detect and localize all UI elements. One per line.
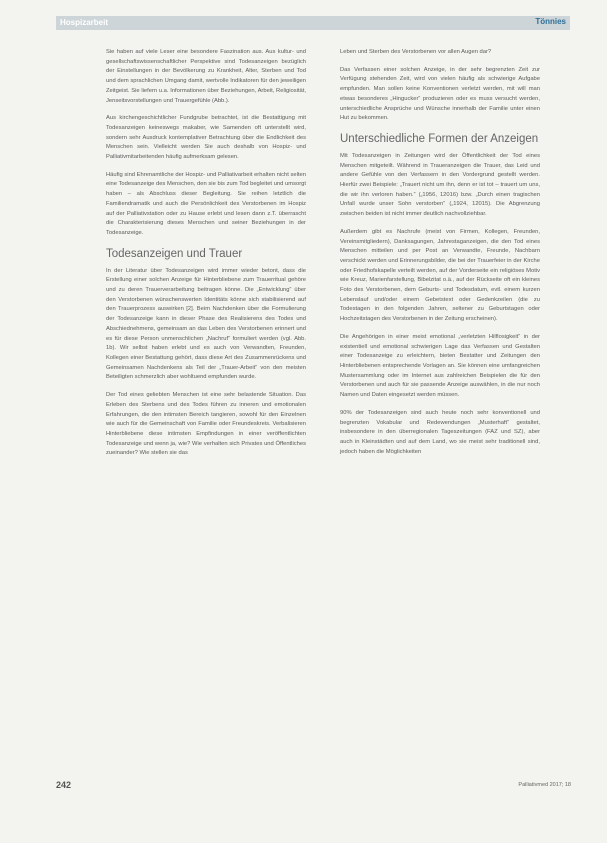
right-paragraph-2: Das Verfassen einer solchen Anzeige, in der sehr begrenzten Zeit zur Verfügung stehenden Zeit, wird von vielen häufig als schwierige Aufgabe empfunden. Man sollen keine Konventionen verletzt werden, mit will man etwas besonderes „Hingucker“ produzieren oder es muss versucht werden, unterschiedliche Ansprüche und Wünsche innerhalb der Familie unter einen Hut zu bekommen. [340, 66, 540, 122]
page-number: 242 [56, 780, 72, 790]
left-column [106, 48, 306, 467]
right-paragraph-5: Die Angehörigen in einer meist emotional „verletzten Hilflosigkeit“ in der existentiell und emotional schwierigen Lage das Verfassen und Gestalten einer Todesanzeige zu erleichtern, bieten Bestatter und Zeitungen den Hinterbliebenen entsprechende Vorlagen an. Sie können eine umfangreichen Mustersammlung oder im Internet aus zahlreichen Beispielen die für den Verstorbenen und auch für sie passende Anzeige auswählen, in die nur noch Namen und Daten eingesetzt werden müssen. [340, 333, 540, 399]
right-paragraph-6: 90% der Todesanzeigen sind auch heute noch sehr konventionell und begrenzten Vokabular und Redewendungen „Musterhaft“ gestaltet, insbesondere in den überregionalen Tageszeitungen (FAZ und SZ), aber auch in Kleinstädten und auf dem Land, wo sie meist sehr traditionell sind, jedoch haben die Möglichkeiten [340, 409, 540, 455]
left-paragraph-2: Aus kirchengeschichtlicher Fundgrube betrachtet, ist die Bestattigung mit Todesanzeigen keineswegs makaber, wie Samenden oft unterstellt wird, sondern sehr Ausdruck kontemplativer Betrachtung über die Endlichkeit des Menschen sein. Vielleicht werden Sie auch deshalb von Hospiz- und Palliativmitarbeitenden häufig aufmerksam gelesen. [106, 115, 306, 161]
right-paragraph-4: Außerdem gibt es Nachrufe (meist von Firmen, Kollegen, Freunden, Vereinsmitgliedern), Danksagungen, Jahrestaganzeigen, die den Tod eines Menschen mitteilen und per Post an Verwandte, Freunde, Nachbarn verschickt werden und Erinnerungsbilder, die bei der Trauerfeier in der Kirche oder Friedhofskapelle verteilt werden, auf der Vorderseite ein religiöses Motiv wie Kreuz, Marienfarstellung, Bibelzitat o.ä., auf der Rückseite oft ein kleines Foto des Verstorbenen, dem Geburts- und Todesdatum, evtl. einem kurzen Lebenslauf und/oder einem Gebetstext oder Gedenkzeilen (die zu Todestagen in den folgenden Jahren, seltener zu Geburtstagen oder Hochzeitstagen des Verstorbenen in der Zeitung erscheinen). [340, 228, 540, 323]
section-heading-formen: Unterschiedliche Formen der Anzeigen [340, 132, 539, 145]
header-bar [56, 16, 570, 30]
brand-logo: Tönnies [535, 17, 566, 26]
section-label: Hospizarbeit [60, 18, 109, 27]
right-paragraph-1: Leben und Sterben des Verstorbenen vor allen Augen dar? [340, 49, 492, 55]
issue-reference: Palliativmed 2017; 18 [518, 782, 571, 788]
section-heading-todesanzeigen: Todesanzeigen und Trauer [106, 247, 243, 260]
left-paragraph-1: Sie haben auf viele Leser eine besondere Faszination aus. Aus kultur- und gesellschaftswissenschaftlicher Perspektive sind Todesanzeigen bezüglich der Einstellungen in der Bevölkerung zu Krankheit, Alter, Sterben und Tod und dem sprachlichen Umgang damit, wertvolle Indikatoren für den jeweiligen Zeitgeist. Sie liefern u.a. Informationen über Beziehungen, Arbeit, Religiosität, Jenseitsvorstellungen und Trauergefühle (Abb.). [106, 49, 306, 104]
right-column [340, 48, 540, 465]
left-paragraph-4: In der Literatur über Todesanzeigen wird immer wieder betont, dass die Erstellung einer solchen Anzeige für Hinterbliebene zum Trauerritual gehöre und zu deren Trauerverarbeitung beitragen könne. Die „Entwicklung“ über den Verstorbenen wünschenswerten Identitäts könne sich stabilisierend auf den Trauerprozess auswirken [2]. Beim Nachdenken über die Formulierung der Todesanzeige kann in dieser Phase des Realisierens des Todes und Abschiednehmens, gemeinsam an das Leben des Verstorbenen erinnert und es für diese Person unmenschlichen „Nachruf“ formuliert werden (vgl. Abb. 1b). Wir selbst haben erlebt und es auch von Verwandten, Freunden, Kollegen einer Bestattung gehört, dass diese Art des Zusammenrückens und Gemeinsamen Nachdenkens als Teil der „Trauer-Arbeit“ von den meisten Beteiligten schmerzlich aber wohltuend empfunden wurde. [106, 267, 306, 381]
left-paragraph-3: Häufig sind Ehrenamtliche der Hospiz- und Palliativarbeit erhalten nicht selten eine Todesanzeige des Menschen, den sie bis zum Tod begleitet und umsorgt haben – als Abschluss dieser Begleitung. Sie reihen letztlich die Familiendramatik und auch die Persönlichkeit des Verstorbenen im Hospiz auf der Palliativstation oder zu Hause erlebt und lesen dann z.T. überrascht die Charakterisierung dieses Menschen und seiner Beziehungen in der Todesanzeige. [106, 171, 306, 236]
right-paragraph-3: Mit Todesanzeigen in Zeitungen wird der Öffentlichkeit der Tod eines Menschen mitgeteilt. Während in Traueranzeigen die Trauer, das Leid und andere Gefühle von den Verfassern in den Vordergrund gestellt werden. Hierfür zwei Beispiele: „Trauert nicht um ihn, denn er ist tot – trauert um uns, die wir ihn verloren haben.“ („1956, 12016) bzw. „Durch einen tragischen Unfall wurde unser Sohn verstorben“ („1924, 12015). Die Abgrenzung zwischen beiden ist nicht immer deutlich nachvollziehbar. [340, 152, 540, 218]
left-paragraph-5: Der Tod eines geliebten Menschen ist eine sehr belastende Situation. Das Erleben des Sterbens und des Todes führen zu inneren und emotionalen Erfahrungen, die den intimsten Bereich tangieren, sowohl für den Einzelnen wie auch für die Gemeinschaft von Familie oder Freundeskreis. Verbalisieren Hinterbliebene diese intimsten Empfindungen in einer veröffentlichten Todesanzeige und wenn ja, wie? Wie verhalten sich Privates und Öffentliches zueinander? Wie stellen sie das [106, 392, 306, 457]
